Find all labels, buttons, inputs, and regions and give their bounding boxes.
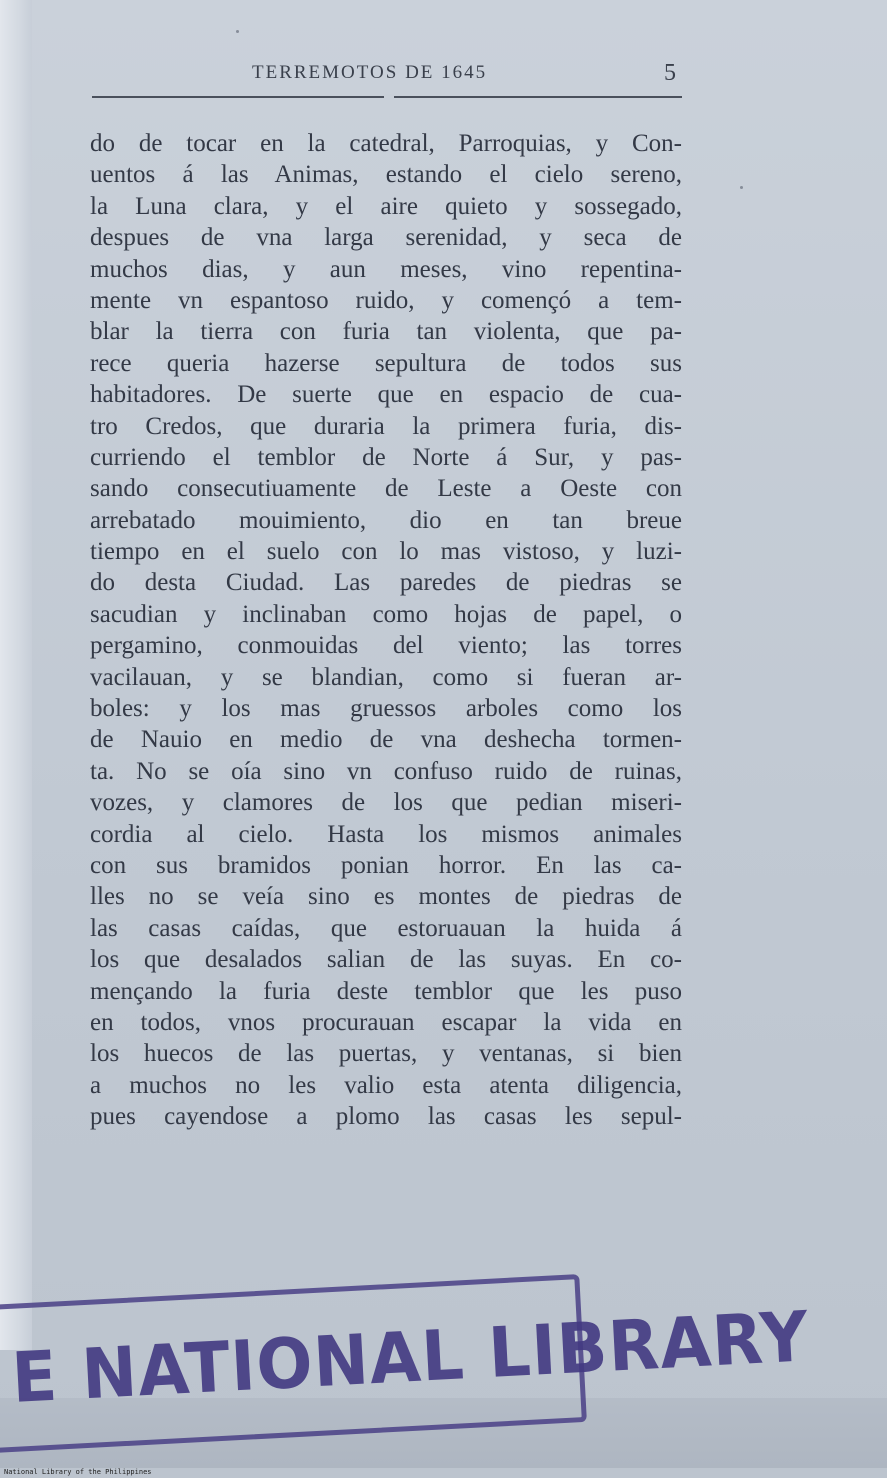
text-line: la Luna clara, y el aire quieto y sossegado, xyxy=(90,192,682,220)
text-line: pues cayendose a plomo las casas les sepul- xyxy=(90,1103,682,1131)
text-line: habitadores. De suerte que en espacio de cua- xyxy=(90,381,682,409)
text-line: mençando la furia deste temblor que les puso xyxy=(90,977,682,1005)
text-line: los que desalados salian de las suyas. En co- xyxy=(90,946,682,974)
text-line: sando consecutiuamente de Leste a Oeste con xyxy=(90,475,682,503)
footer-credit: National Library of the Philippines xyxy=(4,1468,152,1476)
text-line: tro Credos, que duraria la primera furia, dis- xyxy=(90,412,682,440)
paper-speck xyxy=(236,30,239,33)
text-line: boles: y los mas gruessos arboles como los xyxy=(90,695,682,723)
text-line: do de tocar en la catedral, Parroquias, y Con- xyxy=(90,130,682,157)
text-line: sacudian y inclinaban como hojas de papel, o xyxy=(90,600,682,628)
text-line: en todos, vnos procurauan escapar la vida en xyxy=(90,1008,682,1036)
text-line: mente vn espantoso ruido, y començó a tem- xyxy=(90,286,682,314)
text-line: las casas caídas, que estoruauan la huida á xyxy=(90,914,682,942)
text-line: rece queria hazerse sepultura de todos sus xyxy=(90,349,682,377)
text-line: vacilauan, y se blandian, como si fueran ar- xyxy=(90,663,682,691)
paper-speck xyxy=(740,186,743,189)
text-line: ta. No se oía sino vn confuso ruido de ruinas, xyxy=(90,757,682,785)
text-line: lles no se veía sino es montes de piedras de xyxy=(90,883,682,911)
text-line: a muchos no les valio esta atenta diligencia, xyxy=(90,1071,682,1099)
text-line: muchos dias, y aun meses, vino repentina- xyxy=(90,255,682,283)
header-rule-gap xyxy=(384,94,394,100)
body-text xyxy=(90,128,682,1133)
text-line: con sus bramidos ponian horror. En las ca- xyxy=(90,851,682,879)
text-line: do desta Ciudad. Las paredes de piedras se xyxy=(90,569,682,597)
page-edge xyxy=(0,0,32,1350)
text-line: de Nauio en medio de vna deshecha tormen- xyxy=(90,726,682,754)
running-title: TERREMOTOS DE 1645 xyxy=(252,62,488,83)
text-line: blar la tierra con furia tan violenta, que pa- xyxy=(90,318,682,346)
text-line: curriendo el temblor de Norte á Sur, y pas- xyxy=(90,443,682,471)
text-line: cordia al cielo. Hasta los mismos animales xyxy=(90,820,682,848)
text-line: despues de vna larga serenidad, y seca de xyxy=(90,224,682,252)
text-line: los huecos de las puertas, y ventanas, si bien xyxy=(90,1040,682,1068)
text-line: uentos á las Animas, estando el cielo sereno, xyxy=(90,161,682,189)
stamp-text: E NATIONAL LIBRARY xyxy=(9,1296,811,1419)
text-line: vozes, y clamores de los que pedian miseri- xyxy=(90,789,682,817)
page-header xyxy=(92,58,682,102)
text-line: arrebatado mouimiento, dio en tan breue xyxy=(90,506,682,534)
text-line: pergamino, conmouidas del viento; las torres xyxy=(90,632,682,660)
text-line: tiempo en el suelo con lo mas vistoso, y luzi- xyxy=(90,538,682,566)
page-number: 5 xyxy=(664,60,676,86)
